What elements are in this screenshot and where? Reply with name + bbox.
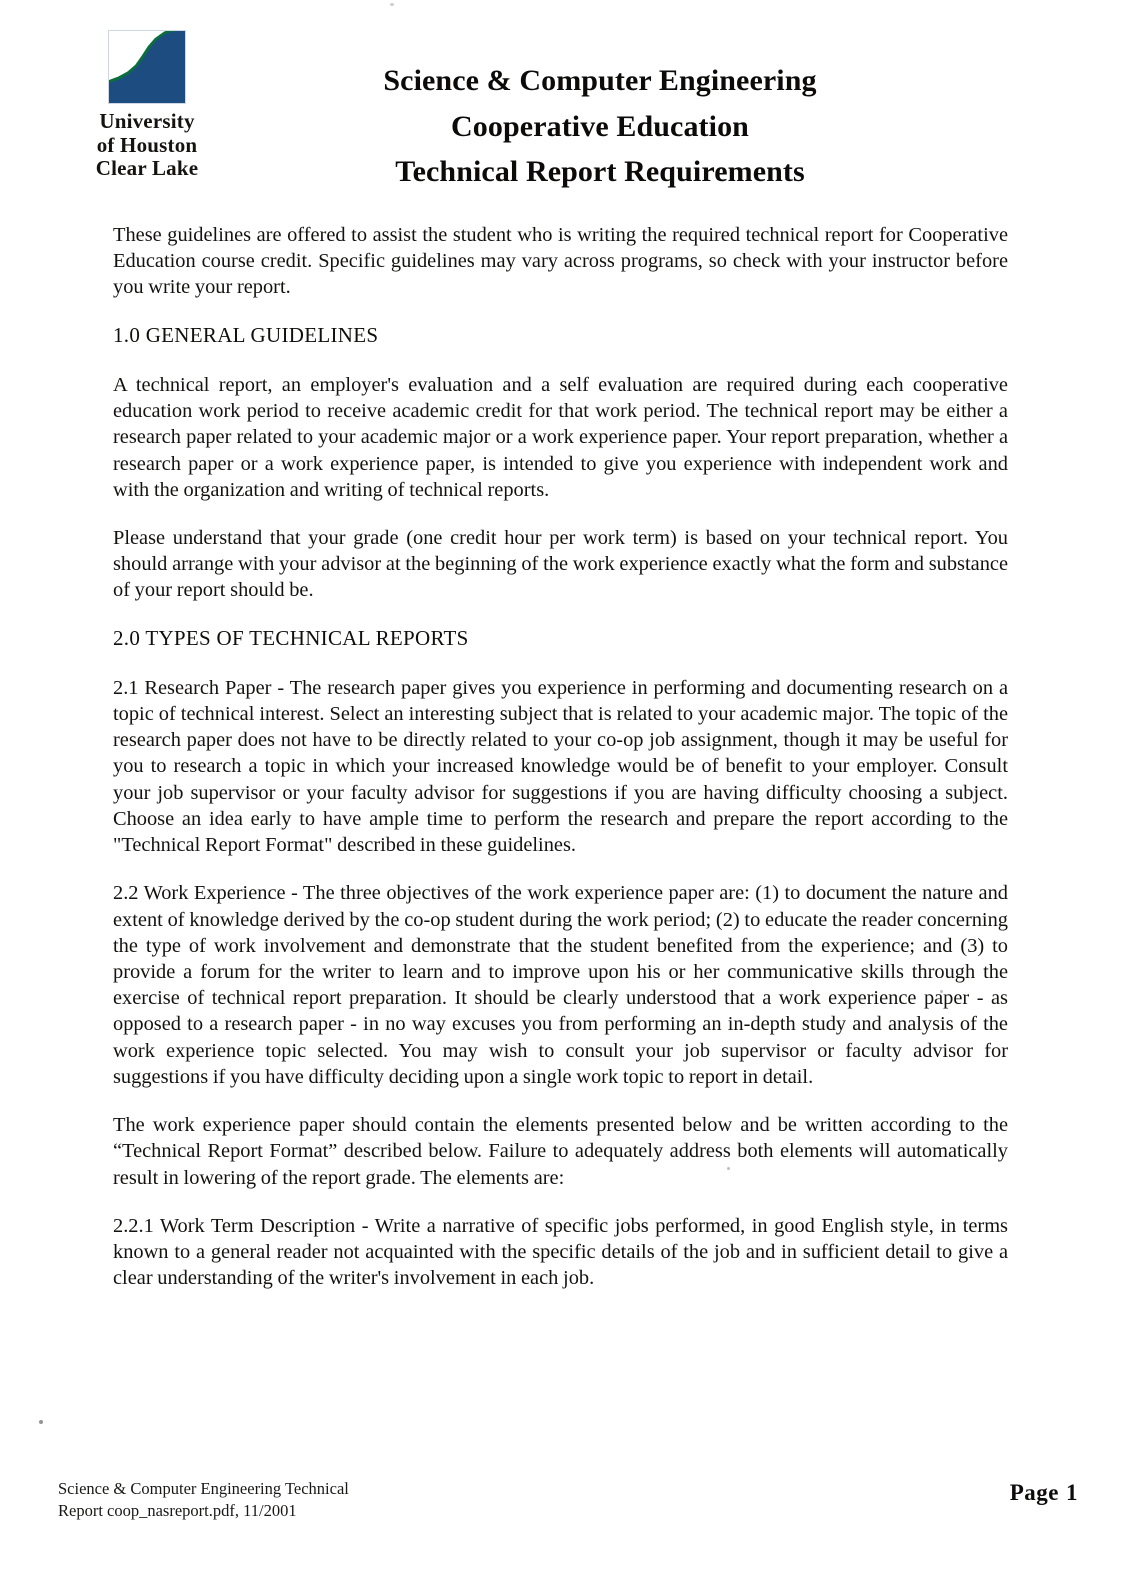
title-line-3: Technical Report Requirements (395, 155, 805, 189)
footer-line-2: Report coop_nasreport.pdf, 11/2001 (58, 1500, 297, 1520)
page-label: Page (1009, 1480, 1059, 1505)
scan-artifact-speck (940, 990, 943, 993)
section-1-paragraph-2: Please understand that your grade (one credit hour per work term) is based on your technical report. You should arrange with your advisor at the beginning of the work experience exactly what the form and substance of your report should be. (113, 526, 1008, 602)
page-number-block (1010, 1480, 1078, 1506)
title-line-1: Science & Computer Engineering (383, 64, 817, 97)
university-brand (62, 30, 232, 181)
section-2-2-paragraph: 2.2 Work Experience - The three objectives of the work experience paper are: (1) to document the nature and extent of knowledge derived by the co-op student during the work period; (2) to educate the reader concerning the type of work involvement and demonstrate that the student benefited from the experience; and (3) to provide a forum for the writer to learn and to improve upon his or her communicative skills through the exercise of technical report preparation. It should be clearly understood that a work experience paper - as opposed to a research paper - in no way excuses you from performing an in-depth study and analysis of the work experience topic selected. You may wish to consult your job supervisor or faculty advisor for suggestions if you have difficulty deciding upon a single work topic to report in detail. (113, 882, 1008, 1088)
scan-artifact-speck (390, 3, 394, 6)
document-body (113, 222, 1008, 1291)
brand-line-3: Clear Lake (95, 156, 199, 181)
section-2-1-paragraph: 2.1 Research Paper - The research paper gives you experience in performing and documenting research on a topic of technical interest. Select an interesting subject that is related to your academic major. The topic of the research paper does not have to be directly related to your co-op job assignment, though it may be useful for you to research a topic in which your increased knowledge would be of benefit to your employer. Consult your job supervisor or your faculty advisor for suggestions if you are having difficulty choosing a subject. Choose an idea early to have ample time to perform the research and prepare the report according to the "Technical Report Format" described in these guidelines. (113, 676, 1008, 857)
footer-line-1: Science & Computer Engineering Technical (58, 1479, 349, 1498)
document-footer (0, 1478, 1136, 1548)
section-2-2-note-paragraph: The work experience paper should contain the elements presented below and be written according to the “Technical Report Format” described below. Failure to adequately address both elements will automatically result in lowering of the report grade. The elements are: (113, 1114, 1008, 1189)
section-1-paragraph-1: A technical report, an employer's evaluation and a self evaluation are required during each cooperative education work period to receive academic credit for that work period. The technical report may be either a research paper related to your academic major or a work experience paper. Your report preparation, whether a research paper or a work experience paper, is intended to give you experience with independent work and with the organization and writing of technical reports. (113, 373, 1008, 501)
brand-line-1: University (99, 109, 195, 133)
section-heading-2: 2.0 TYPES OF TECHNICAL REPORTS (113, 625, 469, 650)
title-line-2: Cooperative Education (451, 109, 749, 143)
uhcl-logo-icon (108, 30, 186, 104)
section-heading-1: 1.0 GENERAL GUIDELINES (113, 322, 379, 347)
document-header (0, 22, 1136, 202)
page-title (250, 58, 950, 195)
scan-artifact-speck (727, 1167, 730, 1170)
footer-source-text (58, 1478, 349, 1522)
brand-line-2: of Houston (96, 132, 198, 157)
intro-paragraph: These guidelines are offered to assist the student who is writing the required technical report for Cooperative Education course credit. Specific guidelines may vary across programs, so check with your instructor before you write your report. (113, 224, 1008, 299)
page-number: 1 (1066, 1480, 1078, 1505)
section-2-2-1-paragraph: 2.2.1 Work Term Description - Write a narrative of specific jobs performed, in good English style, in terms known to a general reader not acquainted with the specific details of the job and in sufficient detail to give a clear understanding of the writer's involvement in each job. (113, 1214, 1008, 1290)
scan-artifact-speck (39, 1420, 43, 1424)
